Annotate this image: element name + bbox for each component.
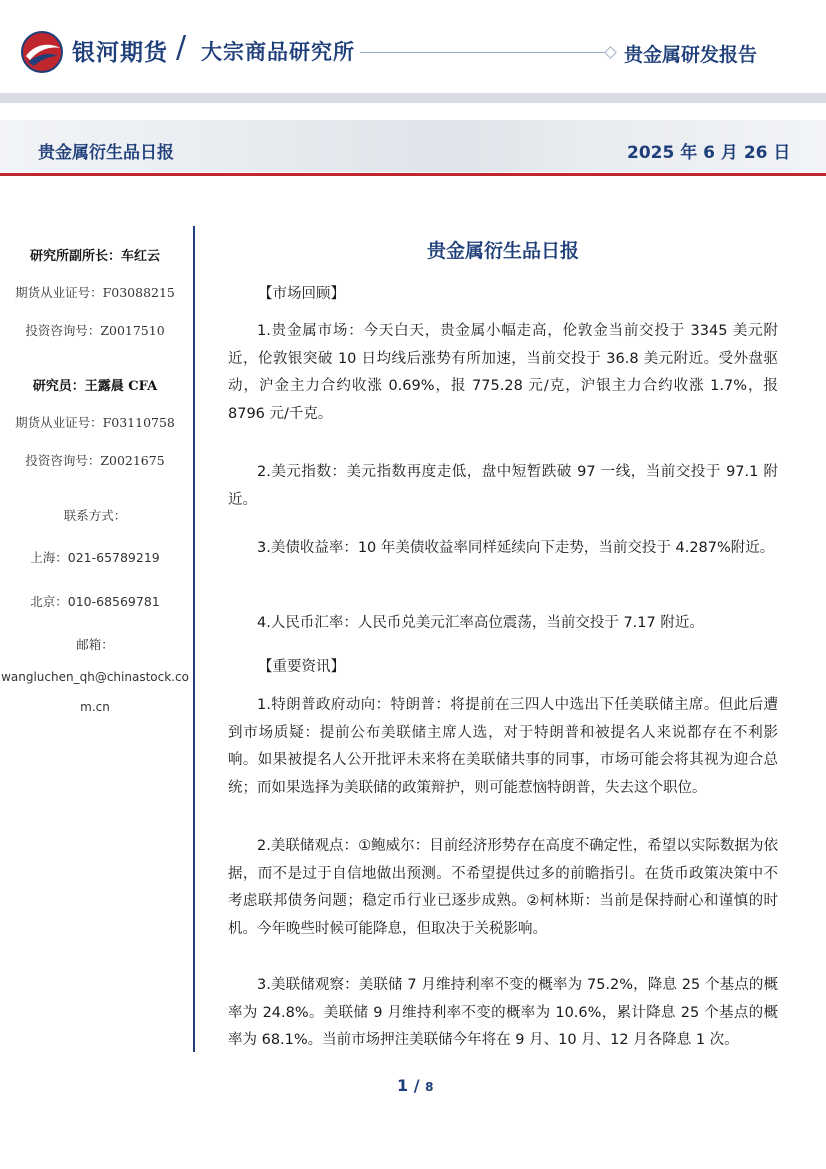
contact-label: 联系方式： [63,508,127,523]
red-divider [0,173,826,176]
header-rule [360,52,610,53]
deputy-consult: 投资咨询号：Z0017510 [25,323,165,338]
market-item-dollar: 2.美元指数：美元指数再度走低，盘中短暂跌破 97 一线，当前交投于 97.1 附近。 [228,464,778,508]
researcher-name: 研究员：王露晨 CFA [32,379,158,394]
section-key-news: 【重要资讯】 [258,659,345,675]
subheader-title: 贵金属衍生品日报 [38,143,174,163]
researcher-consult: 投资咨询号：Z0021675 [25,453,165,468]
market-item-metals: 1.贵金属市场：今天白天，贵金属小幅走高，伦敦金当前交投于 3345 美元附近，伦敦银突破 10 日均线后涨势有所加速，当前交投于 36.8 美元附近。受外盘驱动，沪金主力合约收涨 0.69%，报 775.28 元/克，沪银主力合约收涨 1.7%，报 8796 元/千克。 [228,323,778,422]
sidebar-divider [193,226,195,1052]
beijing-phone: 北京：010-68569781 [30,594,160,609]
email-address-line2[interactable]: m.cn [80,700,110,714]
diamond-icon [604,46,617,59]
section-market-review: 【市场回顾】 [258,286,345,302]
shanghai-phone: 上海：021-65789219 [30,550,160,565]
report-date: 2025 年 6 月 26 日 [627,143,791,163]
brand-name: 银河期货 [72,40,168,66]
news-item-trump: 1.特朗普政府动向：特朗普：将提前在三四人中选出下任美联储主席。但此后遭到市场质疑：提前公布美联储主席人选，对于特朗普和被提名人来说都存在不利影响。如果被提名人公开批评未来将在美联储共事的同事，市场可能会将其视为迎合总统；而如果选择为美联储的政策辩护，则可能惹恼特朗普，失去这个职位。 [228,697,778,796]
market-item-treasury: 3.美债收益率：10 年美债收益率同样延续向下走势，当前交投于 4.287%附近。 [257,540,775,556]
document-title: 贵金属衍生品日报 [426,240,579,262]
email-label: 邮箱： [76,637,114,652]
researcher-license: 期货从业证号：F03110758 [15,415,175,430]
email-address-line1[interactable]: wangluchen_qh@chinastock.co [1,670,189,684]
page-separator: / [408,1076,426,1095]
news-item-fed-views: 2.美联储观点：①鲍威尔：目前经济形势存在高度不确定性，希望以实际数据为依据，而不是过于自信地做出预测。不希望提供过多的前瞻指引。在货币政策决策中不考虑联邦债务问题；稳定币行业已逐步成熟。②柯林斯：当前是保持耐心和谨慎的时机。今年晚些时候可能降息，但取决于关税影响。 [228,838,778,937]
page-indicator [397,1076,433,1095]
institute-name: 大宗商品研究所 [201,40,355,64]
brand-separator: / [176,30,187,65]
deputy-license: 期货从业证号：F03088215 [15,285,175,300]
deputy-head: 研究所副所长：车红云 [29,249,160,264]
header-band [0,93,826,103]
report-type: 贵金属研发报告 [624,44,758,66]
galaxy-logo-icon [20,30,64,74]
page-current: 1 [397,1076,409,1095]
page-total: 8 [425,1080,434,1094]
market-item-rmb: 4.人民币汇率：人民币兑美元汇率高位震荡，当前交投于 7.17 附近。 [257,615,704,631]
news-item-fed-watch: 3.美联储观察：美联储 7 月维持利率不变的概率为 75.2%，降息 25 个基点的概率为 24.8%。美联储 9 月维持利率不变的概率为 10.6%，累计降息 25 个基点的概率为 68.1%。当前市场押注美联储今年将在 9 月、10 月、12 月各降息 1 次。 [228,977,778,1048]
top-header [0,0,826,90]
